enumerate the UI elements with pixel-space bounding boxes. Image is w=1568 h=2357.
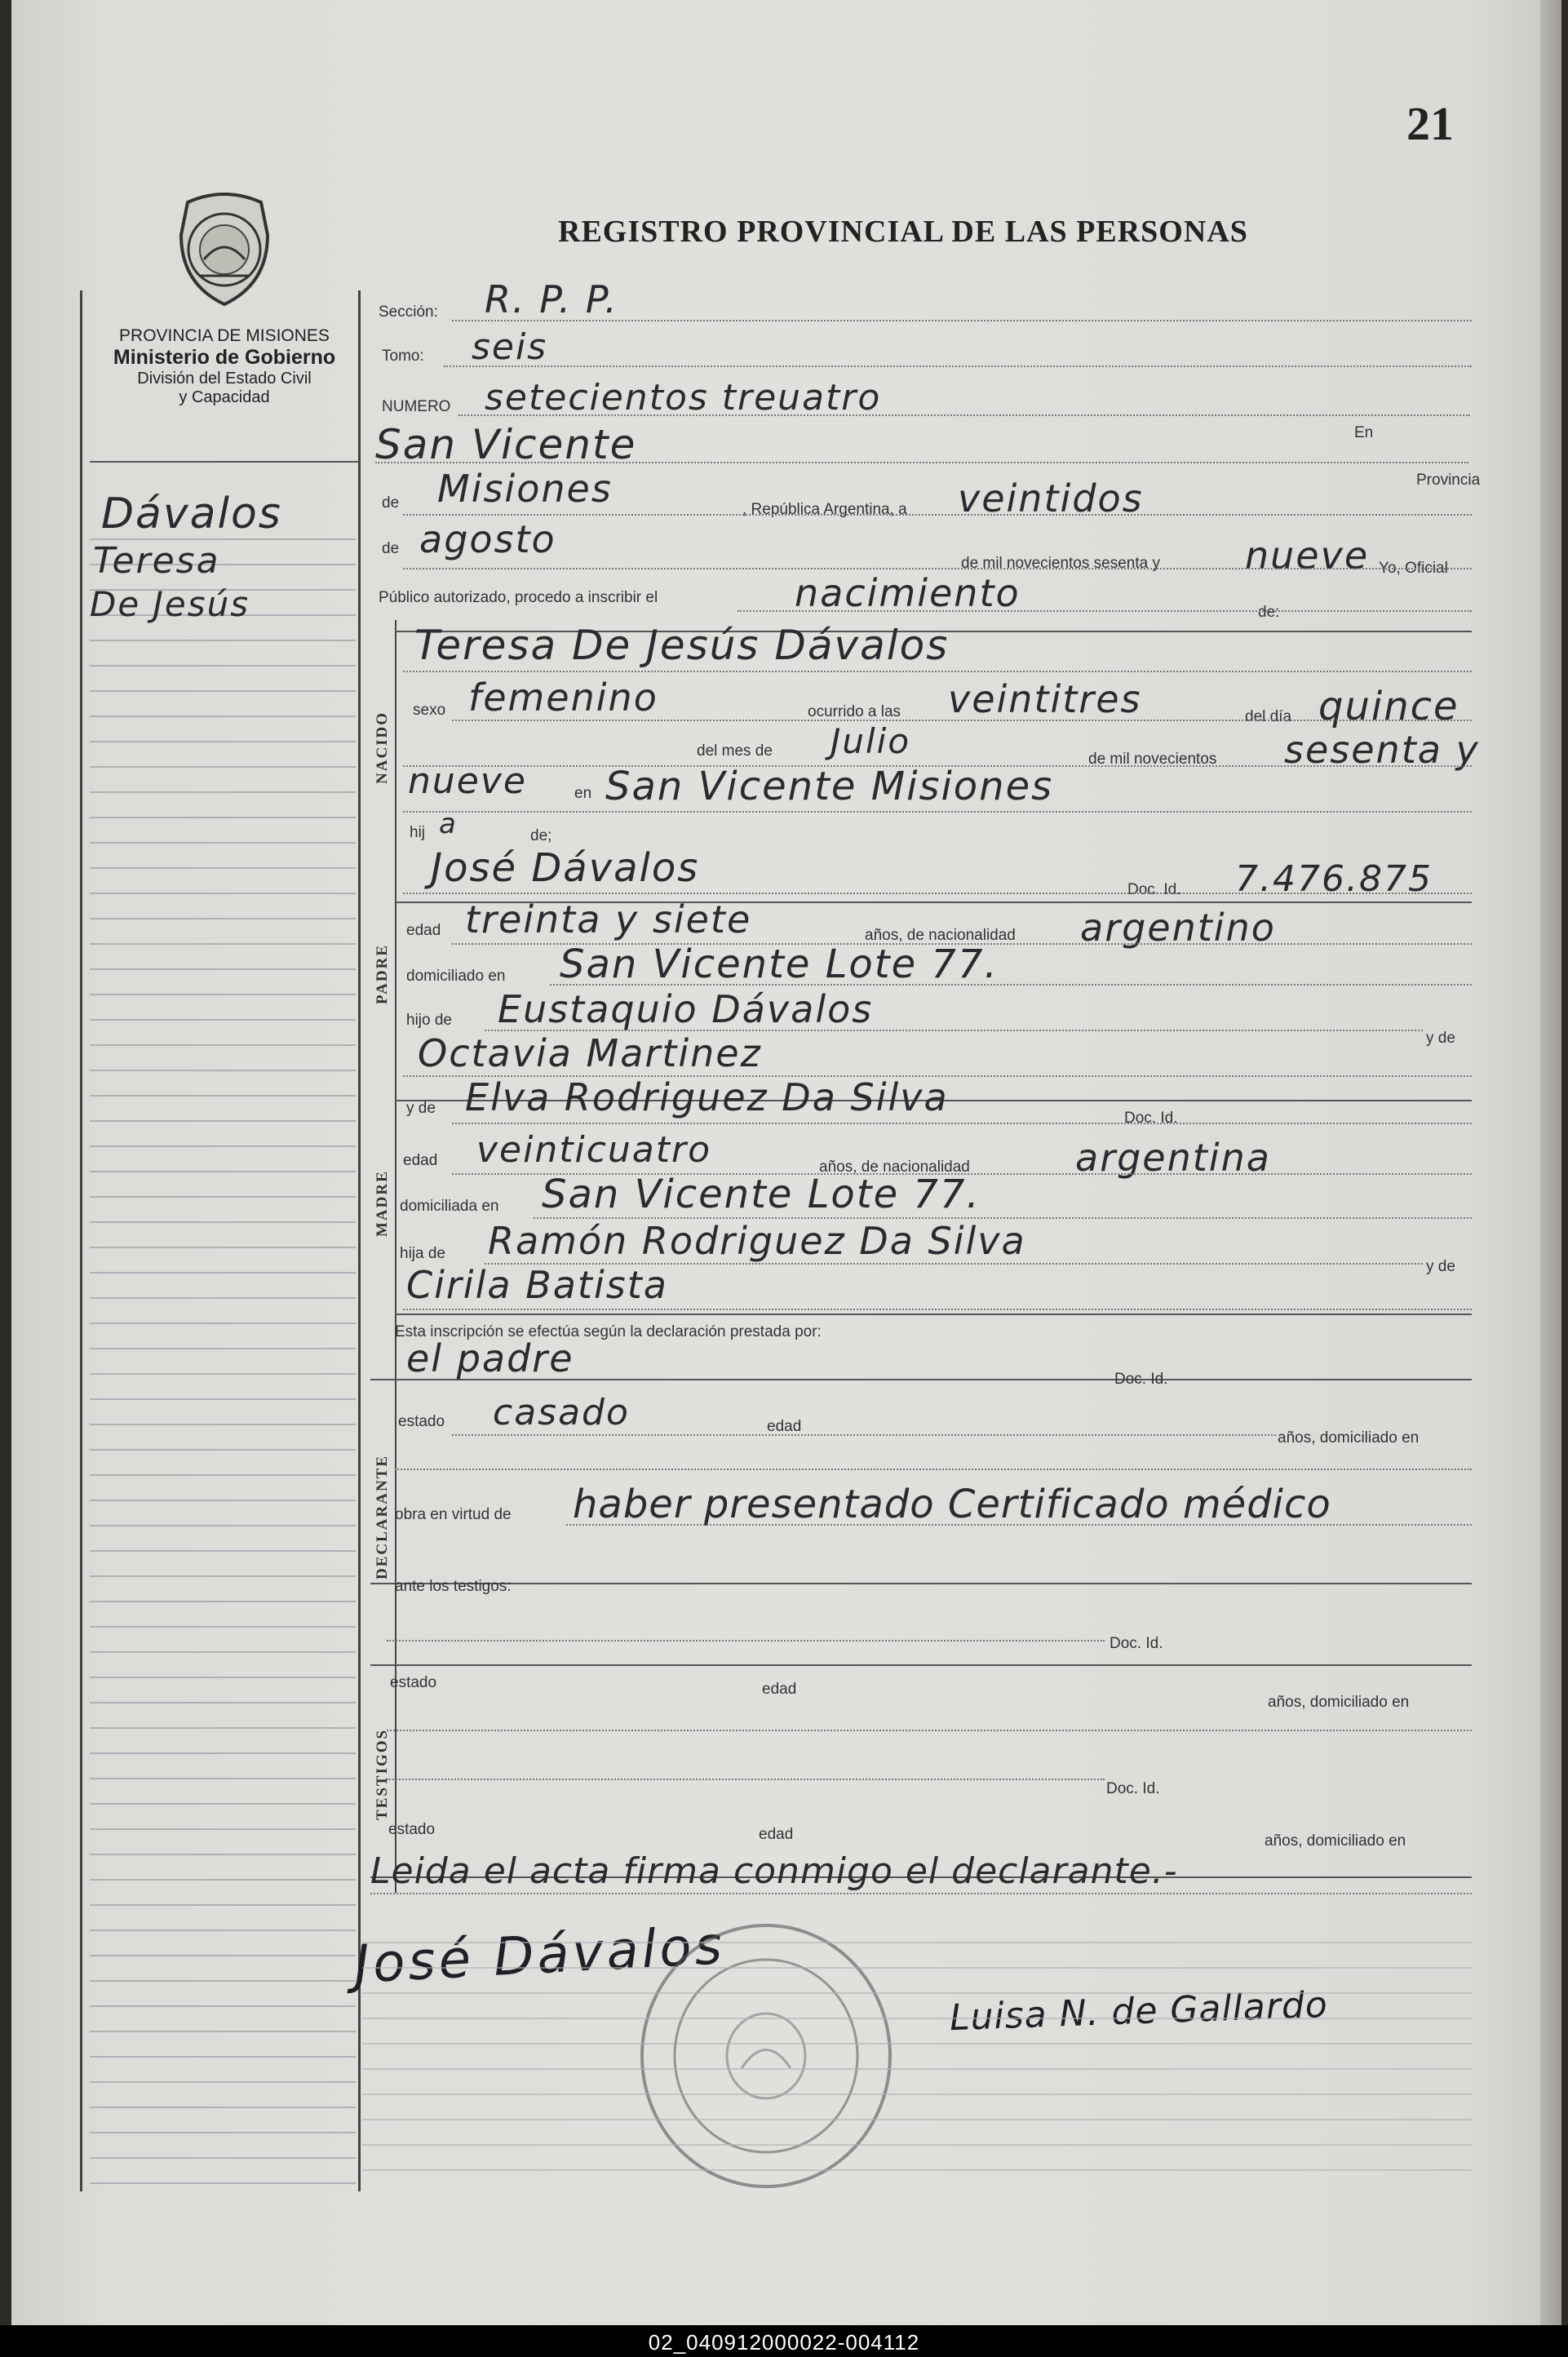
lower-rule-line [362, 2068, 1472, 2070]
section-label-nacido: NACIDO [374, 711, 391, 784]
header-underline [90, 461, 359, 463]
value-mes-acta: agosto [419, 517, 556, 561]
value-estado-decl: casado [493, 1392, 630, 1433]
official-stamp-icon [631, 1917, 901, 2199]
label-de-semicolon: de; [530, 827, 552, 844]
value-nac-padre: argentino [1080, 906, 1276, 950]
value-madre: Elva Rodriguez Da Silva [465, 1075, 949, 1119]
value-tomo: seis [472, 326, 548, 368]
signature-oficial: Luisa N. de Gallardo [949, 1983, 1329, 2040]
value-abuela-m: Cirila Batista [406, 1263, 668, 1307]
margin-rule-line [90, 791, 356, 793]
margin-rule-line [90, 994, 356, 995]
emblem-icon [163, 186, 286, 312]
margin-rule-line [90, 2005, 356, 2007]
org-ministry: Ministerio de Gobierno [113, 346, 336, 369]
margin-rule-line [90, 1575, 356, 1577]
margin-rule-line [90, 1955, 356, 1956]
org-division: División del Estado Civil [137, 370, 312, 388]
lower-rule-line [362, 2169, 1472, 2171]
value-hora: veintitres [948, 677, 1142, 721]
org-province: PROVINCIA DE MISIONES [119, 326, 330, 345]
margin-rule-line [90, 1145, 356, 1147]
label-y-de-abuela: y de [1426, 1258, 1455, 1275]
lower-rule-line [362, 2119, 1472, 2120]
margin-rule-line [90, 2132, 356, 2133]
margin-rule-line [90, 1120, 356, 1122]
value-provincia: Misiones [437, 467, 613, 511]
margin-rule-line [90, 842, 356, 844]
margin-rule-line [90, 2157, 356, 2159]
margin-rule-line [90, 1322, 356, 1324]
sep-decl-bottom [370, 1583, 1472, 1584]
margin-firstname: Teresa [93, 540, 220, 582]
margin-rule-line [90, 1904, 356, 1906]
lower-rule-line [362, 1992, 1472, 1994]
margin-rule-line [90, 1474, 356, 1476]
label-edad-testigo-2: edad [759, 1826, 794, 1843]
section-divider [395, 620, 396, 1893]
value-dom-padre: San Vicente Lote 77. [560, 941, 999, 987]
margin-rule-line [90, 1348, 356, 1349]
label-doc-decl: Doc. Id. [1114, 1371, 1168, 1388]
value-padre: José Dávalos [431, 845, 700, 891]
margin-rule-line [90, 1854, 356, 1855]
org-capacity: y Capacidad [179, 388, 270, 406]
value-sexo: femenino [468, 676, 658, 720]
label-mil-novecientos: de mil novecientos [1088, 751, 1217, 768]
label-doc-madre: Doc. Id. [1124, 1110, 1178, 1127]
value-numero: setecientos treuatro [485, 377, 882, 419]
label-tomo: Tomo: [382, 348, 424, 365]
left-margin-line [80, 290, 82, 2191]
value-anio-nac: sesenta y [1284, 728, 1480, 772]
margin-rule-line [90, 1828, 356, 1830]
value-edad-padre: treinta y siete [465, 897, 752, 941]
value-abuela-p: Octavia Martinez [418, 1031, 762, 1075]
margin-rule-line [90, 1929, 356, 1931]
footer-bar [0, 2325, 1568, 2357]
value-abuelo-p: Eustaquio Dávalos [498, 987, 874, 1031]
margin-rule-line [90, 1550, 356, 1552]
margin-surname: Dávalos [101, 490, 282, 538]
margin-rule-line [90, 1727, 356, 1729]
label-edad-madre: edad [403, 1152, 438, 1169]
org-block [90, 326, 359, 407]
value-anio-nac-2: nueve [408, 760, 527, 802]
margin-rule-line [90, 1221, 356, 1223]
label-en-lugar: en [574, 785, 592, 802]
value-mes-nac: Julio [831, 721, 911, 761]
label-domiciliado: domiciliado en [406, 968, 506, 985]
margin-rule-line [90, 893, 356, 894]
label-y-de-madre: y de [406, 1100, 436, 1117]
label-hijo-de: hijo de [406, 1012, 452, 1029]
section-label-declarante: DECLARANTE [374, 1454, 391, 1579]
label-doc-testigo-1: Doc. Id. [1110, 1635, 1163, 1652]
margin-rule-line [90, 2107, 356, 2108]
lower-rule-line [362, 2093, 1472, 2095]
label-del-dia: del día [1245, 708, 1292, 725]
label-hij: hij [410, 824, 426, 841]
label-edad-padre: edad [406, 922, 441, 939]
value-hij-suffix: a [439, 808, 458, 840]
signature-declarante: José Dávalos [352, 1916, 727, 1996]
margin-rule-line [90, 1601, 356, 1602]
margin-rule-line [90, 690, 356, 692]
value-lugar: San Vicente [375, 421, 637, 468]
value-lugar-nac: San Vicente Misiones [605, 764, 1054, 809]
value-declarante: el padre [406, 1336, 574, 1380]
label-de-prov: de [382, 494, 400, 512]
label-publico: Público autorizado, procedo a inscribir el [379, 589, 658, 606]
label-edad-testigo-1: edad [762, 1681, 797, 1698]
page-title: REGISTRO PROVINCIAL DE LAS PERSONAS [558, 215, 1248, 249]
label-estado-testigo-1: estado [390, 1674, 437, 1691]
image-id-label: 02_040912000022-004112 [648, 2330, 920, 2355]
value-doc-padre: 7.476.875 [1235, 858, 1433, 900]
value-seccion: R. P. P. [485, 277, 618, 321]
value-nombre: Teresa De Jesús Dávalos [414, 622, 950, 669]
margin-rule-line [90, 665, 356, 667]
margin-rule-line [90, 2056, 356, 2058]
label-yo-oficial: Yo, Oficial [1379, 560, 1448, 577]
margin-rule-line [90, 943, 356, 945]
label-del-mes: del mes de [697, 742, 773, 760]
value-edad-madre: veinticuatro [476, 1129, 711, 1171]
margin-rule-line [90, 2081, 356, 2083]
lower-rule-line [362, 2043, 1472, 2045]
margin-rule-line [90, 640, 356, 641]
value-dia-nac: quince [1318, 684, 1459, 729]
label-ante: ante los testigos: [395, 1578, 512, 1595]
label-anos-nac-madre: años, de nacionalidad [819, 1159, 970, 1176]
margin-rule-line [90, 867, 356, 869]
label-de-colon: de: [1258, 604, 1280, 621]
label-de-mes: de [382, 540, 400, 557]
margin-rule-line [90, 1044, 356, 1046]
page-number: 21 [1406, 97, 1454, 150]
sep-madre-bottom [395, 1314, 1472, 1315]
value-dom-madre: San Vicente Lote 77. [542, 1172, 981, 1217]
label-provincia: Provincia [1416, 472, 1481, 489]
label-anos-testigo-2: años, domiciliado en [1265, 1832, 1406, 1850]
lower-rule-line [362, 1967, 1472, 1969]
lower-rule-line [362, 2018, 1472, 2019]
margin-rule-line [90, 1626, 356, 1628]
margin-rule-line [90, 1424, 356, 1425]
margin-rule-line [90, 766, 356, 768]
margin-rule-line [90, 1879, 356, 1881]
margin-rule-line [90, 1196, 356, 1198]
margin-rule-line [90, 1019, 356, 1021]
value-anio-acta: nueve [1245, 534, 1370, 578]
margin-rule-line [90, 968, 356, 970]
margin-rule-line [90, 1095, 356, 1097]
label-sexo: sexo [413, 702, 446, 719]
label-hija-de: hija de [400, 1245, 445, 1262]
lower-rule-line [362, 2144, 1472, 2146]
value-cierre: Leida el acta firma conmigo el declarante.- [370, 1850, 1178, 1892]
margin-rule-line [90, 2182, 356, 2184]
label-en: En [1354, 424, 1374, 441]
margin-rule-line [90, 741, 356, 742]
label-anos-dom-decl: años, domiciliado en [1278, 1429, 1420, 1447]
label-obra: obra en virtud de [395, 1506, 512, 1523]
value-dia-acta: veintidos [958, 476, 1144, 521]
margin-rule-line [90, 1247, 356, 1248]
label-anos-nac-padre: años, de nacionalidad [865, 927, 1016, 944]
margin-rule-line [90, 1398, 356, 1400]
margin-rule-line [90, 1702, 356, 1704]
margin-rule-line [90, 1778, 356, 1779]
margin-rule-line [90, 1070, 356, 1071]
margin-rule-line [90, 1752, 356, 1754]
label-y-de-padre: y de [1426, 1030, 1455, 1047]
margin-rule-line [90, 1500, 356, 1501]
margin-rule-line [90, 1297, 356, 1299]
margin-rule-line [90, 918, 356, 919]
label-doc-testigo-2: Doc. Id. [1106, 1780, 1160, 1797]
label-numero: NUMERO [382, 398, 451, 415]
margin-rule-line [90, 2031, 356, 2032]
column-divider [358, 290, 361, 2191]
margin-rule-line [90, 1272, 356, 1274]
label-republica: , República Argentina, a [742, 501, 907, 518]
document-page [11, 0, 1561, 2325]
label-doc-padre: Doc. Id. [1127, 881, 1181, 898]
value-nac-madre: argentina [1075, 1136, 1271, 1180]
margin-rule-line [90, 1525, 356, 1526]
label-mil-sesenta: de mil novecientos sesenta y [961, 555, 1160, 572]
label-anos-testigo-1: años, domiciliado en [1268, 1694, 1410, 1711]
margin-rule-line [90, 1803, 356, 1805]
value-obra: haber presentado Certificado médico [573, 1482, 1331, 1527]
label-seccion: Sección: [379, 303, 438, 321]
label-inscripcion: Esta inscripción se efectúa según la declaración prestada por: [395, 1323, 822, 1340]
margin-secondname: De Jesús [90, 584, 250, 624]
section-label-padre: PADRE [374, 943, 391, 1004]
label-ocurrido: ocurrido a las [808, 703, 901, 720]
margin-rule-line [90, 1980, 356, 1982]
margin-rule-line [90, 716, 356, 717]
margin-rule-line [90, 1677, 356, 1678]
label-edad-decl: edad [767, 1418, 802, 1435]
margin-rule-line [90, 1171, 356, 1172]
margin-rule-line [90, 1651, 356, 1653]
value-acto: nacimiento [795, 571, 1021, 615]
section-label-testigos: TESTIGOS [374, 1728, 391, 1820]
value-abuelo-m: Ramón Rodriguez Da Silva [488, 1219, 1026, 1263]
sep-testigos-top [370, 1664, 1472, 1666]
margin-rule-line [90, 1373, 356, 1375]
section-label-madre: MADRE [374, 1170, 391, 1237]
margin-rule-line [90, 1449, 356, 1451]
label-estado-decl: estado [398, 1413, 445, 1430]
lower-rule-line [362, 1942, 1472, 1943]
label-domiciliada: domiciliada en [400, 1198, 499, 1215]
label-estado-testigo-2: estado [388, 1821, 436, 1838]
margin-rule-line [90, 817, 356, 818]
